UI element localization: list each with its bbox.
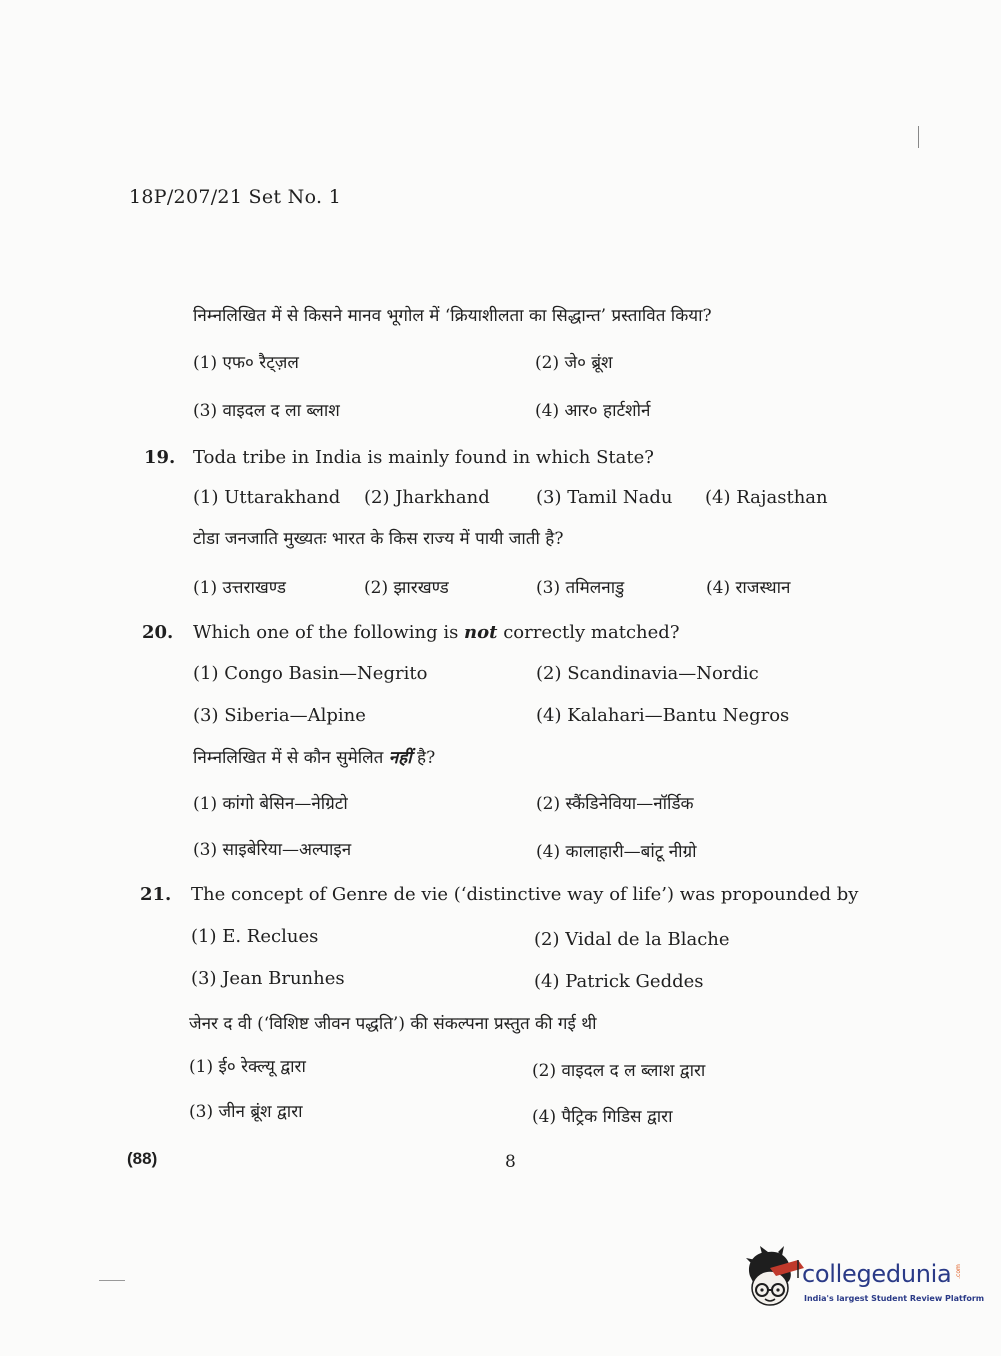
q20-stem-pre: Which one of the following is <box>193 622 465 643</box>
q20-hindi-option-3: (3) साइबेरिया—अल्पाइन <box>193 840 352 860</box>
q21-hindi-option-3: (3) जीन ब्रूंश द्वारा <box>189 1102 303 1122</box>
q21-hindi-option-2: (2) वाइदल द ल ब्लाश द्वारा <box>532 1061 706 1081</box>
q18-hindi-option-3: (3) वाइदल द ला ब्लाश <box>193 401 340 421</box>
footer-code: (88) <box>127 1149 158 1168</box>
q19-hindi-option-4: (4) राजस्थान <box>706 578 791 598</box>
q20-hindi-stem-pre: निम्नलिखित में से कौन सुमेलित <box>193 748 389 768</box>
q19-number: 19. <box>144 447 176 468</box>
q19-hindi-option-3: (3) तमिलनाडु <box>536 578 625 598</box>
q21-stem: The concept of Genre de vie (‘distinctive way of life’) was propounded by <box>191 884 859 905</box>
q21-option-3: (3) Jean Brunhes <box>191 968 345 989</box>
q19-option-2: (2) Jharkhand <box>364 487 490 508</box>
q21-number: 21. <box>140 884 172 905</box>
logo-tagline: India's largest Student Review Platform <box>804 1294 985 1303</box>
q18-hindi-option-2: (2) जे० ब्रूंश <box>535 353 613 373</box>
q18-hindi-stem: निम्नलिखित में से किसने मानव भूगोल में ‘क्रियाशीलता का सिद्धान्त’ प्रस्तावित किया? <box>193 306 712 326</box>
q20-hindi-option-2: (2) स्कैंडिनेविया—नॉर्डिक <box>536 794 694 814</box>
q19-hindi-stem: टोडा जनजाति मुख्यतः भारत के किस राज्य में पायी जाती है? <box>193 529 564 549</box>
q20-option-2: (2) Scandinavia—Nordic <box>536 663 759 684</box>
q20-stem <box>193 622 679 643</box>
q18-hindi-option-1: (1) एफ० रैट्ज़ल <box>193 353 299 373</box>
q21-hindi-option-1: (1) ई० रेक्ल्यू द्वारा <box>189 1057 306 1077</box>
q21-option-2: (2) Vidal de la Blache <box>534 929 730 950</box>
logo-wordmark: collegedunia <box>802 1260 952 1288</box>
margin-mark <box>918 126 919 148</box>
q20-option-4: (4) Kalahari—Bantu Negros <box>536 705 790 726</box>
q21-hindi-option-4: (4) पैट्रिक गिडिस द्वारा <box>532 1107 673 1127</box>
q20-hindi-option-1: (1) कांगो बेसिन—नेग्रिटो <box>193 794 348 814</box>
q19-hindi-option-1: (1) उत्तराखण्ड <box>193 578 286 598</box>
q21-option-1: (1) E. Reclues <box>191 926 319 947</box>
logo-dotcom: .com <box>954 1264 962 1279</box>
collegedunia-logo <box>740 1246 985 1316</box>
mascot-icon <box>740 1246 804 1312</box>
set-code-header: 18P/207/21 Set No. 1 <box>129 186 342 208</box>
margin-dash <box>99 1280 125 1281</box>
q19-option-1: (1) Uttarakhand <box>193 487 341 508</box>
q19-option-4: (4) Rajasthan <box>705 487 828 508</box>
q20-option-1: (1) Congo Basin—Negrito <box>193 663 428 684</box>
q20-number: 20. <box>142 622 174 643</box>
q20-option-3: (3) Siberia—Alpine <box>193 705 366 726</box>
q20-hindi-stem-emphasis: नहीं <box>388 748 412 768</box>
q19-option-3: (3) Tamil Nadu <box>536 487 673 508</box>
q20-hindi-option-4: (4) कालाहारी—बांटू नीग्रो <box>536 842 697 862</box>
q19-stem: Toda tribe in India is mainly found in which State? <box>193 447 654 468</box>
page-number: 8 <box>505 1152 516 1172</box>
q21-option-4: (4) Patrick Geddes <box>534 971 704 992</box>
q20-hindi-stem <box>193 745 435 768</box>
q19-hindi-option-2: (2) झारखण्ड <box>364 578 449 598</box>
q20-stem-emphasis: not <box>464 622 498 643</box>
q21-hindi-stem: जेनर द वी (‘विशिष्ट जीवन पद्धति’) की संकल्पना प्रस्तुत की गई थी <box>189 1014 597 1034</box>
q20-hindi-stem-post: है? <box>411 748 436 768</box>
q18-hindi-option-4: (4) आर० हार्टशोर्न <box>535 401 651 421</box>
q20-stem-post: correctly matched? <box>497 622 680 643</box>
